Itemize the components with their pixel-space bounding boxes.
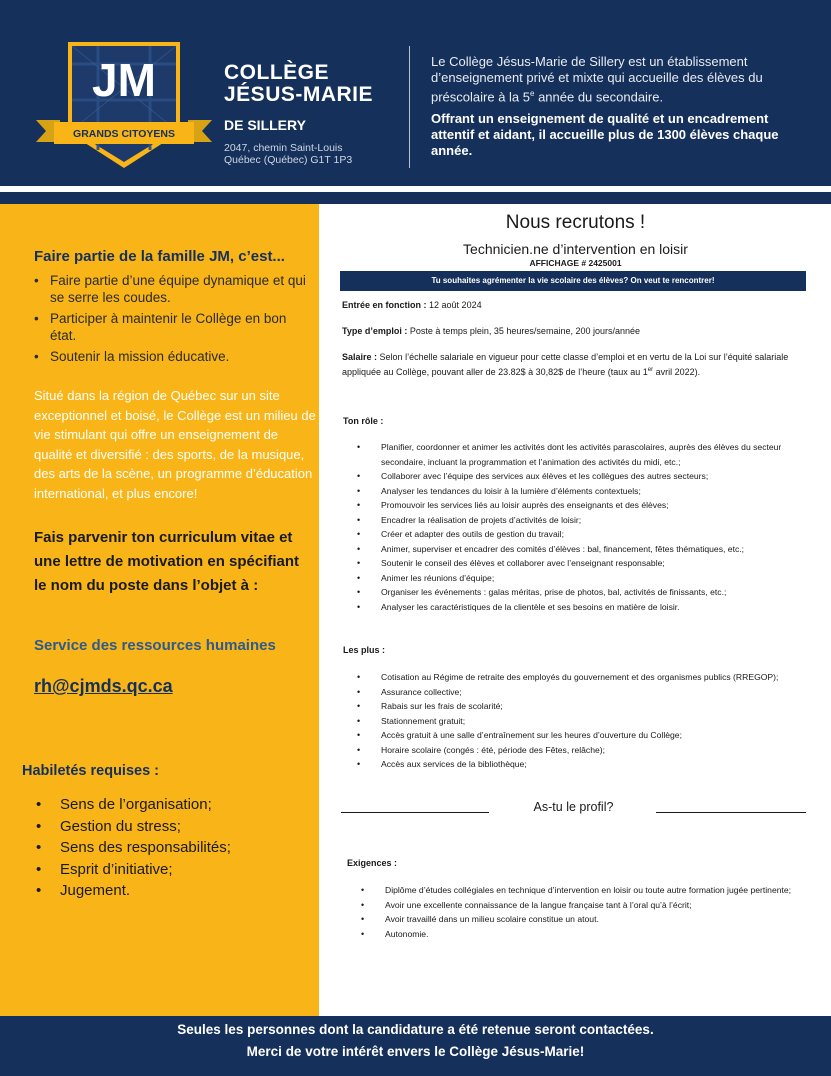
start-date-line (342, 299, 812, 312)
list-item: • Stationnement gratuit; (357, 714, 807, 729)
school-address (224, 142, 352, 166)
logo-ribbon-text: GRANDS CITOYENS (73, 127, 175, 140)
list-item: • Organiser les événements : galas méritas, prise de photos, bal, activités de finissants, etc.; (357, 585, 807, 600)
page-title: Nous recrutons ! (505, 212, 646, 233)
list-item: • Créer et adapter des outils de gestion du travail; (357, 527, 807, 542)
profile-divider (341, 800, 806, 820)
left-call-to-action: Fais parvenir ton curriculum vitae et une lettre de motivation en spécifiant le nom du poste dans l’objet à : (34, 529, 300, 594)
footer-line1: Seules les personnes dont la candidature a été retenue seront contactées. (177, 1022, 654, 1037)
recruit-banner: Tu souhaites agrémenter la vie scolaire des élèves? On veut te rencontrer! (340, 271, 806, 291)
list-item: • Participer à maintenir le Collège en bon état. (34, 310, 314, 344)
list-item: • Horaire scolaire (congés : été, période des Fêtes, relâche); (357, 743, 807, 758)
salary-label: Salaire : (342, 352, 378, 362)
list-item: • Collaborer avec l’équipe des services aux élèves et les collègues des autres secteurs; (357, 469, 807, 484)
header-stripe-navy (0, 192, 831, 204)
list-item: • Avoir travaillé dans un milieu scolaire constitue un atout. (361, 912, 811, 927)
header-intro-bold: Offrant un enseignement de qualité et un encadrement attentif et aidant, il accueille plus de 1300 élèves chaque année. (431, 111, 779, 158)
school-name (224, 62, 373, 106)
list-item: • Esprit d’initiative; (36, 859, 231, 881)
list-item: • Analyser les tendances du loisir à la lumière d’éléments contextuels; (357, 484, 807, 499)
list-item: • Assurance collective; (357, 685, 807, 700)
list-item: • Accès aux services de la bibliothèque; (357, 757, 807, 772)
salary-line (342, 351, 812, 379)
salary-value: Selon l’échelle salariale en vigueur pour cette classe d’emploi et en vertu de la Loi sur l’équité salariale appliquée au Collège, pouvant aller de 23.82$ à 30,82$ de l’heure (taux au 1er avril 2022). (342, 352, 789, 377)
list-item: • Diplôme d’études collégiales en technique d’intervention en loisir ou toute autre formation jugée pertinente; (361, 883, 811, 898)
job-type-line (342, 325, 812, 338)
requirements-title: Exigences : (347, 858, 398, 868)
list-item: • Soutenir le conseil des élèves et collaborer avec l’enseignant responsable; (357, 556, 807, 571)
list-item: • Planifier, coordonner et animer les activités dont les activités parascolaires, auprès des élèves du secteur secondaire, incluant la programmation et l’animation des activités du midi, etc.; (357, 440, 807, 469)
hr-email-link[interactable]: rh@cjmds.qc.ca (34, 676, 173, 696)
list-item: • Faire partie d’une équipe dynamique et qui se serre les coudes. (34, 272, 314, 306)
list-item: • Encadrer la réalisation de projets d’activités de loisir; (357, 513, 807, 528)
posting-number: AFFICHAGE # 2425001 (529, 258, 622, 268)
requirements-list (361, 883, 811, 941)
address-line2: Québec (Québec) G1T 1P3 (224, 154, 353, 166)
left-title: Faire partie de la famille JM, c’est... (34, 248, 285, 265)
left-points (34, 272, 314, 369)
benefits-list (357, 670, 807, 772)
logo-letters: JM (92, 54, 156, 107)
list-item: • Analyser les caractéristiques de la clientèle et ses besoins en matière de loisir. (357, 600, 807, 615)
school-name-line2: JÉSUS-MARIE (224, 83, 374, 106)
address-line1: 2047, chemin Saint-Louis (224, 142, 343, 154)
list-item: • Sens des responsabilités; (36, 837, 231, 859)
list-item: • Rabais sur les frais de scolarité; (357, 699, 807, 714)
list-item: • Accès gratuit à une salle d’entraînement sur les heures d’ouverture du Collège; (357, 728, 807, 743)
job-type-value: Poste à temps plein, 35 heures/semaine, 200 jours/année (409, 326, 641, 336)
school-crest-logo (36, 40, 212, 172)
footer-line2: Merci de votre intérêt envers le Collège Jésus-Marie! (246, 1044, 585, 1059)
skills-list (36, 794, 231, 902)
hr-service-label: Service des ressources humaines (34, 637, 276, 654)
divider-line-right (656, 812, 806, 813)
start-date-label: Entrée en fonction : (342, 300, 427, 310)
school-name-line1: COLLÈGE (224, 61, 330, 84)
benefits-title: Les plus : (343, 645, 386, 655)
left-paragraph: Situé dans la région de Québec sur un site exceptionnel et boisé, le Collège est un milieu de vie stimulant qui offre un enseignement de qualité et diversifié : des sports, de la musique, des arts de la scène, un programme d’éducation international, et plus encore! (34, 388, 316, 501)
list-item: • Animer, superviser et encadrer des comités d’élèves : bal, financement, fêtes thématiques, etc.; (357, 542, 807, 557)
list-item: • Animer les réunions d’équipe; (357, 571, 807, 586)
skills-title: Habiletés requises : (22, 763, 159, 779)
header-divider (409, 46, 410, 168)
header-intro: Le Collège Jésus-Marie de Sillery est un établissement d’enseignement privé et mixte qui accueille des élèves du préscolaire à la 5e année du secondaire. (431, 54, 763, 105)
profile-heading: As-tu le profil? (533, 800, 614, 814)
list-item: • Cotisation au Régime de retraite des employés du gouvernement et des organismes publics (RREGOP); (357, 670, 807, 685)
role-list (357, 440, 807, 614)
job-type-label: Type d’emploi : (342, 326, 408, 336)
list-item: • Promouvoir les services liés au loisir auprès des enseignants et des élèves; (357, 498, 807, 513)
list-item: • Sens de l’organisation; (36, 794, 231, 816)
list-item: • Jugement. (36, 880, 231, 902)
job-title: Technicien.ne d’intervention en loisir (463, 241, 688, 257)
list-item: • Gestion du stress; (36, 816, 231, 838)
list-item: • Autonomie. (361, 927, 811, 942)
school-sub: DE SILLERY (224, 117, 306, 133)
list-item: • Avoir une excellente connaissance de la langue française tant à l’oral qu’à l’écrit; (361, 898, 811, 913)
list-item: • Soutenir la mission éducative. (34, 348, 314, 365)
start-date-value: 12 août 2024 (429, 300, 482, 310)
role-title: Ton rôle : (343, 416, 384, 426)
